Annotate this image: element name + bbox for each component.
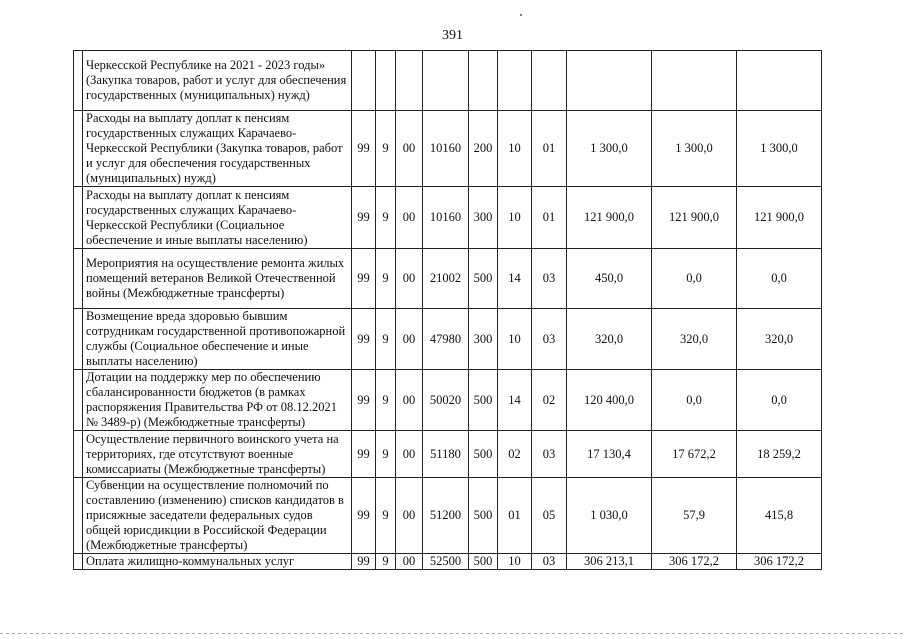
table-row (74, 51, 822, 111)
value-2023-cell: 121 900,0 (652, 187, 737, 249)
expense-name-cell: Дотации на поддержку мер по обеспечению сбалансированности бюджетов (в рамках распоряжения Правительства РФ от 08.12.2021 № 3489-р) (Межбюджетные трансферты) (83, 370, 352, 431)
section-cell: 10 (498, 187, 532, 249)
value-2022-cell: 320,0 (567, 309, 652, 370)
code-d-cell: 21002 (423, 249, 469, 309)
code-e-cell: 500 (469, 478, 498, 554)
code-b-cell: 9 (376, 431, 396, 478)
code-a-cell: 99 (352, 431, 376, 478)
value-2022-cell: 306 213,1 (567, 554, 652, 570)
value-2022-cell (567, 51, 652, 111)
code-b-cell (376, 51, 396, 111)
value-2023-cell: 57,9 (652, 478, 737, 554)
section-cell: 10 (498, 111, 532, 187)
budget-table-body (74, 51, 822, 570)
value-2024-cell: 415,8 (737, 478, 822, 554)
code-d-cell: 10160 (423, 187, 469, 249)
expense-name-cell: Осуществление первичного воинского учета на территориях, где отсутствуют военные комиссариаты (Межбюджетные трансферты) (83, 431, 352, 478)
expense-name-cell: Возмещение вреда здоровью бывшим сотрудникам государственной противопожарной службы (Социальное обеспечение и иные выплаты населению) (83, 309, 352, 370)
code-e-cell: 500 (469, 370, 498, 431)
budget-table (73, 50, 822, 570)
value-2023-cell: 320,0 (652, 309, 737, 370)
section-cell (498, 51, 532, 111)
code-d-cell: 50020 (423, 370, 469, 431)
code-a-cell: 99 (352, 249, 376, 309)
row-marker-cell (74, 431, 83, 478)
code-d-cell: 10160 (423, 111, 469, 187)
row-marker-cell (74, 478, 83, 554)
table-row (74, 187, 822, 249)
code-c-cell: 00 (396, 309, 423, 370)
code-e-cell: 500 (469, 554, 498, 570)
table-row (74, 309, 822, 370)
row-marker-cell (74, 187, 83, 249)
code-b-cell: 9 (376, 187, 396, 249)
code-d-cell: 52500 (423, 554, 469, 570)
subsection-cell: 01 (532, 111, 567, 187)
code-c-cell: 00 (396, 478, 423, 554)
code-a-cell (352, 51, 376, 111)
code-b-cell: 9 (376, 370, 396, 431)
value-2022-cell: 1 300,0 (567, 111, 652, 187)
code-c-cell: 00 (396, 431, 423, 478)
code-b-cell: 9 (376, 249, 396, 309)
section-cell: 10 (498, 554, 532, 570)
code-c-cell: 00 (396, 249, 423, 309)
row-marker-cell (74, 370, 83, 431)
value-2024-cell: 18 259,2 (737, 431, 822, 478)
code-b-cell: 9 (376, 111, 396, 187)
table-row (74, 478, 822, 554)
code-e-cell: 500 (469, 431, 498, 478)
code-e-cell: 500 (469, 249, 498, 309)
expense-name-cell: Расходы на выплату доплат к пенсиям государственных служащих Карачаево-Черкесской Республики (Социальное обеспечение и иные выплаты населению) (83, 187, 352, 249)
expense-name-cell: Расходы на выплату доплат к пенсиям государственных служащих Карачаево-Черкесской Республики (Закупка товаров, работ и услуг для обеспечения государственных (муниципальных) нужд) (83, 111, 352, 187)
value-2022-cell: 17 130,4 (567, 431, 652, 478)
code-c-cell: 00 (396, 187, 423, 249)
table-row (74, 431, 822, 478)
code-c-cell: 00 (396, 370, 423, 431)
value-2024-cell (737, 51, 822, 111)
subsection-cell: 01 (532, 187, 567, 249)
subsection-cell: 03 (532, 554, 567, 570)
code-a-cell: 99 (352, 554, 376, 570)
value-2022-cell: 1 030,0 (567, 478, 652, 554)
value-2023-cell (652, 51, 737, 111)
value-2024-cell: 121 900,0 (737, 187, 822, 249)
page-number: 391 (442, 28, 463, 43)
subsection-cell (532, 51, 567, 111)
code-a-cell: 99 (352, 187, 376, 249)
value-2022-cell: 121 900,0 (567, 187, 652, 249)
value-2022-cell: 450,0 (567, 249, 652, 309)
code-a-cell: 99 (352, 309, 376, 370)
code-e-cell: 200 (469, 111, 498, 187)
row-marker-cell (74, 554, 83, 570)
code-a-cell: 99 (352, 370, 376, 431)
code-d-cell: 51200 (423, 478, 469, 554)
subsection-cell: 02 (532, 370, 567, 431)
table-row (74, 554, 822, 570)
row-marker-cell (74, 51, 83, 111)
expense-name-cell: Мероприятия на осуществление ремонта жилых помещений ветеранов Великой Отечественной войны (Межбюджетные трансферты) (83, 249, 352, 309)
code-e-cell: 300 (469, 309, 498, 370)
section-cell: 02 (498, 431, 532, 478)
subsection-cell: 03 (532, 431, 567, 478)
value-2023-cell: 306 172,2 (652, 554, 737, 570)
row-marker-cell (74, 309, 83, 370)
value-2022-cell: 120 400,0 (567, 370, 652, 431)
code-e-cell: 300 (469, 187, 498, 249)
code-b-cell: 9 (376, 478, 396, 554)
table-row (74, 249, 822, 309)
value-2023-cell: 0,0 (652, 249, 737, 309)
code-c-cell: 00 (396, 554, 423, 570)
expense-name-cell: Черкесской Республике на 2021 - 2023 годы» (Закупка товаров, работ и услуг для обеспечения государственных (муниципальных) нужд) (83, 51, 352, 111)
code-d-cell: 51180 (423, 431, 469, 478)
subsection-cell: 05 (532, 478, 567, 554)
table-row (74, 111, 822, 187)
section-cell: 10 (498, 309, 532, 370)
value-2024-cell: 320,0 (737, 309, 822, 370)
subsection-cell: 03 (532, 309, 567, 370)
row-marker-cell (74, 249, 83, 309)
code-b-cell: 9 (376, 554, 396, 570)
expense-name-cell: Субвенции на осуществление полномочий по составлению (изменению) списков кандидатов в присяжные заседатели федеральных судов общей юрисдикции в Российской Федерации (Межбюджетные трансферты) (83, 478, 352, 554)
code-c-cell (396, 51, 423, 111)
row-marker-cell (74, 111, 83, 187)
code-c-cell: 00 (396, 111, 423, 187)
section-cell: 01 (498, 478, 532, 554)
section-cell: 14 (498, 249, 532, 309)
value-2023-cell: 1 300,0 (652, 111, 737, 187)
code-d-cell: 47980 (423, 309, 469, 370)
scan-edge (0, 633, 905, 634)
value-2023-cell: 17 672,2 (652, 431, 737, 478)
table-row (74, 370, 822, 431)
value-2024-cell: 306 172,2 (737, 554, 822, 570)
value-2024-cell: 1 300,0 (737, 111, 822, 187)
value-2023-cell: 0,0 (652, 370, 737, 431)
subsection-cell: 03 (532, 249, 567, 309)
value-2024-cell: 0,0 (737, 249, 822, 309)
value-2024-cell: 0,0 (737, 370, 822, 431)
code-a-cell: 99 (352, 111, 376, 187)
expense-name-cell: Оплата жилищно-коммунальных услуг (83, 554, 352, 570)
section-cell: 14 (498, 370, 532, 431)
code-b-cell: 9 (376, 309, 396, 370)
code-d-cell (423, 51, 469, 111)
scan-speck (520, 14, 522, 16)
code-a-cell: 99 (352, 478, 376, 554)
code-e-cell (469, 51, 498, 111)
